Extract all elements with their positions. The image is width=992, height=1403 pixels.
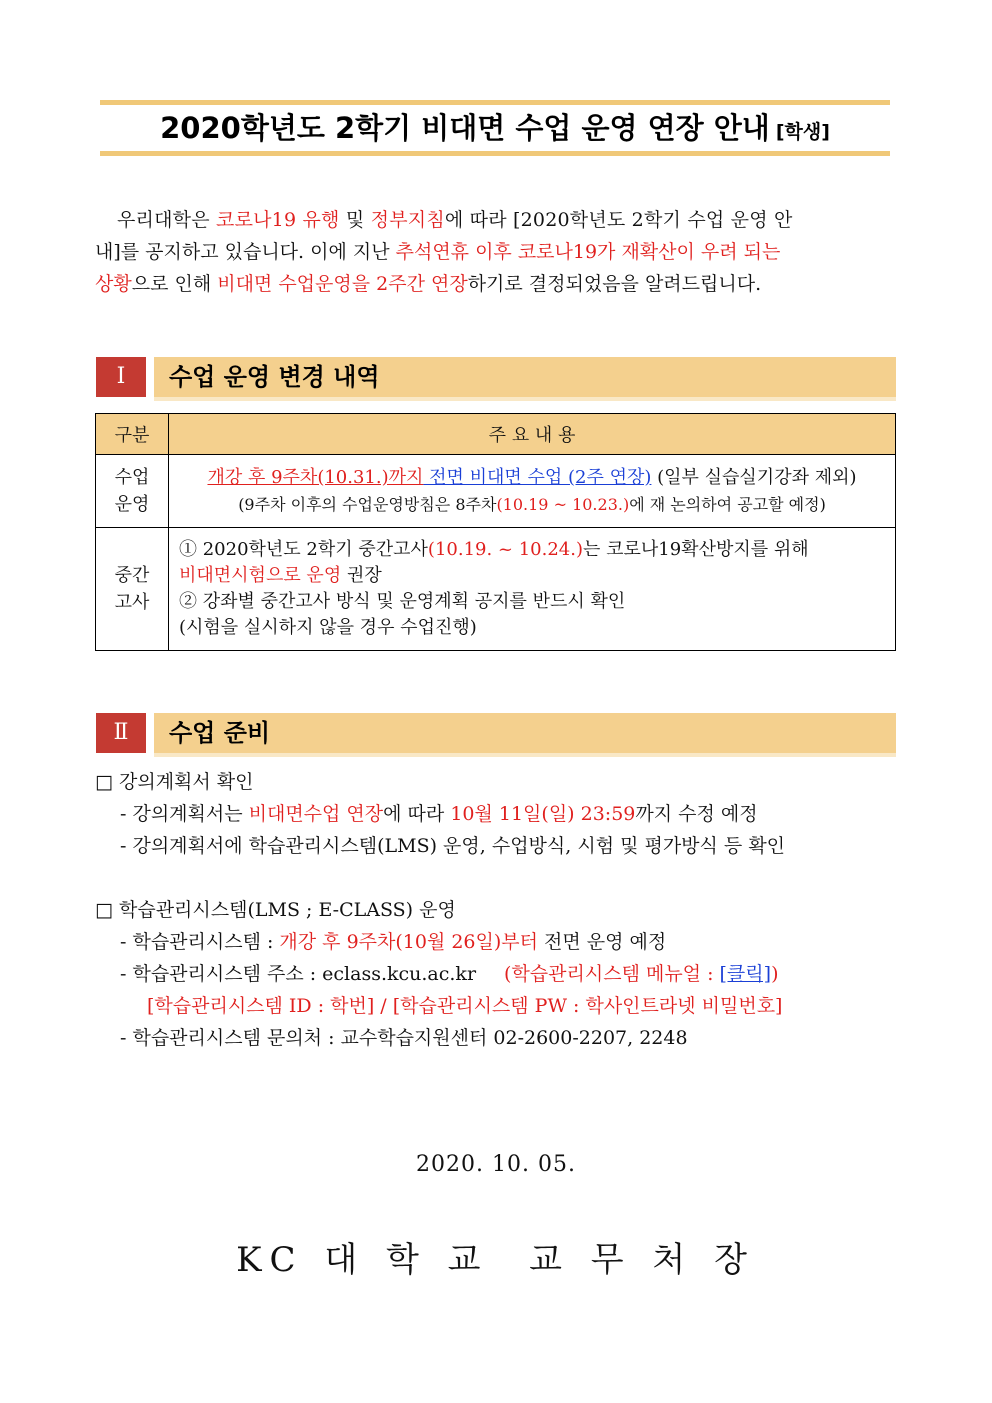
intro-line-2 [95, 236, 897, 268]
issuer-signature: KC 대 학 교 교 무 처 장 [236, 1240, 756, 1280]
title-tag: [학생] [775, 121, 830, 143]
content-note [170, 491, 894, 518]
list-item-continued: (시험을 실시하지 않을 경우 수업진행) [179, 617, 477, 638]
prep-heading-lms: □ 학습관리시스템(LMS ; E-CLASS) 운영 [95, 899, 456, 921]
item-text: 권장 [341, 565, 382, 586]
section-underline [154, 753, 896, 757]
item-highlight: (학습관리시스템 메뉴얼 : [504, 963, 720, 985]
category-text: 중간 [114, 565, 150, 586]
manual-link[interactable]: [클릭] [719, 963, 772, 985]
row-content [169, 528, 896, 651]
item-text: 까지 수정 예정 [635, 803, 758, 825]
prep-heading-syllabus: □ 강의계획서 확인 [95, 771, 254, 793]
title-bottom-rule [100, 151, 890, 156]
item-highlight: 개강 후 9주차(10월 26일)부터 [279, 931, 538, 953]
intro-highlight: 비대면 수업운영을 2주간 연장 [217, 273, 468, 295]
document-title [100, 105, 890, 151]
section-number: Ⅰ [96, 357, 146, 397]
section-header-2 [96, 713, 896, 757]
item-text: - 강의계획서는 [120, 803, 249, 825]
row-content [169, 455, 896, 528]
item-text: - 학습관리시스템 : [120, 931, 280, 953]
preparation-body [95, 766, 895, 1054]
item-text: ① 2020학년도 2학기 중간고사 [179, 539, 428, 560]
title-main: 2020학년도 2학기 비대면 수업 운영 연장 안내 [160, 111, 770, 145]
spacer [95, 862, 895, 894]
row-category [96, 455, 169, 528]
intro-highlight: 상황 [95, 273, 132, 295]
item-highlight: 비대면수업 연장 [248, 803, 384, 825]
content-text: (일부 실습실기강좌 제외) [651, 467, 857, 488]
table-header-row [96, 414, 896, 455]
intro-text: 하기로 결정되었음을 알려드립니다. [467, 273, 762, 295]
section-header-1 [96, 357, 896, 401]
note-highlight: (10.19 ~ 10.23.) [496, 495, 630, 514]
note-text: 에 재 논의하여 공고할 예정) [629, 495, 826, 514]
item-text: 는 코로나19확산방지를 위해 [583, 539, 809, 560]
section-label: 수업 운영 변경 내역 [154, 357, 896, 397]
list-item: ② 강좌별 중간고사 방식 및 운영계획 공지를 반드시 확인 [179, 591, 626, 612]
changes-table [95, 413, 896, 651]
intro-line-1 [95, 204, 897, 236]
intro-text: 으로 인해 [131, 273, 218, 295]
intro-line-3 [95, 268, 897, 300]
item-highlight: 비대면시험으로 운영 [179, 565, 342, 586]
intro-text: 내]를 공지하고 있습니다. 이에 지난 [95, 241, 396, 263]
list-item: - 강의계획서에 학습관리시스템(LMS) 운영, 수업방식, 시험 및 평가방식 등 확인 [120, 835, 786, 857]
item-text: - 학습관리시스템 주소 : eclass.kcu.ac.kr [120, 963, 477, 985]
note-text: (9주차 이후의 수업운영방침은 8주차 [238, 495, 497, 514]
intro-text: 우리대학은 [117, 209, 217, 231]
list-item [179, 537, 885, 563]
list-item: - 학습관리시스템 문의처 : 교수학습지원센터 02-2600-2207, 2248 [120, 1027, 688, 1049]
item-highlight: ) [771, 963, 779, 985]
item-highlight: 10월 11일(일) 23:59 [450, 803, 636, 825]
intro-text: 에 따라 [2020학년도 2학기 수업 운영 안 [444, 209, 793, 231]
intro-highlight: 추석연휴 이후 코로나19가 재확산이 우려 되는 [395, 241, 781, 263]
document-title-block [100, 100, 890, 156]
item-text: 에 따라 [383, 803, 451, 825]
item-text: 전면 운영 예정 [538, 931, 667, 953]
section-number: Ⅱ [96, 713, 146, 753]
item-highlight: (10.19. ~ 10.24.) [427, 539, 583, 560]
list-item [95, 958, 895, 990]
list-item [95, 798, 895, 830]
section-underline [154, 397, 896, 401]
list-item-continued [179, 563, 885, 589]
row-category [96, 528, 169, 651]
intro-paragraph [95, 204, 897, 300]
issue-date: 2020. 10. 05. [416, 1152, 576, 1177]
table-row [96, 455, 896, 528]
list-item [95, 926, 895, 958]
content-emphasis: 전면 비대면 수업 (2주 연장) [423, 467, 652, 488]
content-highlight: 개강 후 9주차(10.31.)까지 [207, 467, 424, 488]
lms-credentials-note: [학습관리시스템 ID : 학번] / [학습관리시스템 PW : 학사인트라넷 비밀번호] [147, 995, 783, 1017]
category-text: 고사 [114, 592, 150, 613]
header-content: 주 요 내 용 [169, 414, 896, 455]
intro-highlight: 코로나19 유행 [216, 209, 340, 231]
table-row [96, 528, 896, 651]
content-line [170, 464, 894, 491]
category-text: 수업 [114, 467, 150, 488]
section-label: 수업 준비 [154, 713, 896, 753]
category-text: 운영 [114, 494, 150, 515]
header-category: 구분 [96, 414, 169, 455]
intro-text: 및 [339, 209, 371, 231]
intro-highlight: 정부지침 [370, 209, 445, 231]
